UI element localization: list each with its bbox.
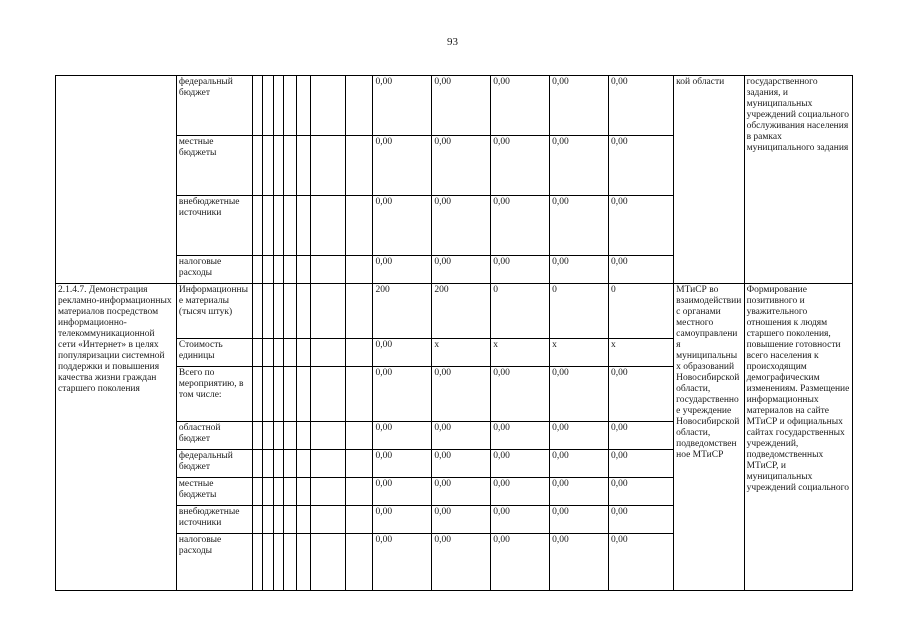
value-cell: 0,00: [491, 478, 550, 506]
blank-cell: [273, 534, 284, 591]
blank-cell: [284, 422, 297, 450]
blank-cell: [346, 367, 373, 422]
value-cell: 0,00: [608, 196, 673, 256]
value-cell: 0,00: [491, 450, 550, 478]
blank-cell: [311, 136, 346, 196]
blank-cell: [296, 196, 311, 256]
value-cell: 0,00: [491, 534, 550, 591]
funding-source-cell: Информационные материалы (тысяч штук): [176, 284, 252, 339]
blank-cell: [263, 367, 274, 422]
blank-cell: [252, 450, 263, 478]
value-cell: 0: [608, 284, 673, 339]
responsible-cell: МТиСР во взаимодействии с органами местного самоуправления муниципальных образований Новосибирской области, государственное учреждение Новосибирской области, подведомственное МТиСР: [674, 284, 744, 591]
blank-cell: [311, 450, 346, 478]
value-cell: 0: [491, 284, 550, 339]
blank-cell: [273, 76, 284, 136]
blank-cell: [284, 450, 297, 478]
blank-cell: [284, 76, 297, 136]
blank-cell: [346, 450, 373, 478]
value-cell: 0,00: [373, 534, 432, 591]
responsible-cell: кой области: [674, 76, 744, 284]
blank-cell: [311, 284, 346, 339]
blank-cell: [296, 450, 311, 478]
blank-cell: [273, 478, 284, 506]
blank-cell: [273, 256, 284, 284]
value-cell: 0,00: [608, 136, 673, 196]
value-cell: 0,00: [432, 478, 491, 506]
blank-cell: [311, 367, 346, 422]
blank-cell: [263, 76, 274, 136]
blank-cell: [273, 506, 284, 534]
value-cell: 0,00: [432, 450, 491, 478]
blank-cell: [296, 506, 311, 534]
blank-cell: [296, 534, 311, 591]
blank-cell: [273, 136, 284, 196]
value-cell: 0,00: [432, 534, 491, 591]
table-row: [56, 76, 853, 136]
blank-cell: [252, 339, 263, 367]
blank-cell: [252, 256, 263, 284]
blank-cell: [252, 196, 263, 256]
value-cell: 0,00: [491, 256, 550, 284]
activity-description-cell: [56, 76, 177, 284]
activity-description-cell: 2.1.4.7. Демонстрация рекламно-информационных материалов посредством информационно-телекоммуникационной сети «Интернет» в целях популяризации системной поддержки и повышения качества жизни граждан старшего поколения: [56, 284, 177, 591]
blank-cell: [263, 196, 274, 256]
blank-cell: [346, 534, 373, 591]
blank-cell: [263, 478, 274, 506]
value-cell: 0,00: [550, 256, 609, 284]
funding-source-cell: Всего по мероприятию, в том числе:: [176, 367, 252, 422]
blank-cell: [284, 367, 297, 422]
blank-cell: [296, 76, 311, 136]
blank-cell: [346, 478, 373, 506]
value-cell: 0,00: [491, 506, 550, 534]
blank-cell: [346, 76, 373, 136]
value-cell: 200: [432, 284, 491, 339]
value-cell: 0,00: [550, 367, 609, 422]
blank-cell: [284, 284, 297, 339]
value-cell: 0,00: [608, 506, 673, 534]
funding-source-cell: местные бюджеты: [176, 136, 252, 196]
value-cell: 0,00: [491, 76, 550, 136]
value-cell: 0,00: [550, 76, 609, 136]
blank-cell: [252, 534, 263, 591]
blank-cell: [273, 367, 284, 422]
value-cell: x: [550, 339, 609, 367]
blank-cell: [296, 422, 311, 450]
value-cell: 0,00: [491, 136, 550, 196]
blank-cell: [284, 196, 297, 256]
value-cell: 0,00: [432, 422, 491, 450]
blank-cell: [284, 534, 297, 591]
value-cell: 0,00: [491, 422, 550, 450]
blank-cell: [284, 478, 297, 506]
value-cell: 0,00: [373, 478, 432, 506]
value-cell: 0,00: [550, 136, 609, 196]
blank-cell: [252, 422, 263, 450]
value-cell: 0,00: [550, 422, 609, 450]
page-number: 93: [447, 36, 458, 48]
funding-source-cell: налоговые расходы: [176, 256, 252, 284]
blank-cell: [252, 478, 263, 506]
value-cell: 0,00: [373, 136, 432, 196]
value-cell: 0,00: [373, 506, 432, 534]
value-cell: 0,00: [373, 367, 432, 422]
value-cell: 0,00: [373, 339, 432, 367]
value-cell: 0,00: [608, 450, 673, 478]
blank-cell: [273, 450, 284, 478]
blank-cell: [263, 534, 274, 591]
funding-source-cell: местные бюджеты: [176, 478, 252, 506]
value-cell: 0,00: [373, 422, 432, 450]
value-cell: x: [432, 339, 491, 367]
blank-cell: [284, 136, 297, 196]
value-cell: 0,00: [608, 76, 673, 136]
value-cell: 0,00: [432, 196, 491, 256]
blank-cell: [296, 339, 311, 367]
blank-cell: [346, 339, 373, 367]
value-cell: 0,00: [550, 478, 609, 506]
funding-source-cell: Стоимость единицы: [176, 339, 252, 367]
blank-cell: [263, 339, 274, 367]
value-cell: 0,00: [550, 196, 609, 256]
value-cell: x: [491, 339, 550, 367]
value-cell: 0,00: [432, 367, 491, 422]
blank-cell: [273, 196, 284, 256]
value-cell: 0,00: [432, 506, 491, 534]
blank-cell: [311, 534, 346, 591]
blank-cell: [284, 256, 297, 284]
blank-cell: [252, 367, 263, 422]
value-cell: 0,00: [432, 256, 491, 284]
blank-cell: [311, 256, 346, 284]
program-activities-table: [55, 75, 853, 591]
value-cell: 0,00: [373, 256, 432, 284]
value-cell: 0,00: [373, 76, 432, 136]
blank-cell: [346, 506, 373, 534]
funding-source-cell: федеральный бюджет: [176, 450, 252, 478]
blank-cell: [311, 506, 346, 534]
value-cell: x: [608, 339, 673, 367]
funding-source-cell: федеральный бюджет: [176, 76, 252, 136]
funding-source-cell: внебюджетные источники: [176, 506, 252, 534]
value-cell: 0,00: [491, 196, 550, 256]
value-cell: 0,00: [608, 534, 673, 591]
blank-cell: [346, 256, 373, 284]
blank-cell: [284, 339, 297, 367]
blank-cell: [346, 422, 373, 450]
value-cell: 0,00: [608, 256, 673, 284]
blank-cell: [346, 196, 373, 256]
blank-cell: [296, 284, 311, 339]
funding-source-cell: налоговые расходы: [176, 534, 252, 591]
blank-cell: [296, 478, 311, 506]
blank-cell: [263, 284, 274, 339]
expected-result-cell: государственного задания, и муниципальных учреждений социального обслуживания населения в рамках муниципального задания: [744, 76, 852, 284]
value-cell: 0,00: [550, 450, 609, 478]
blank-cell: [263, 450, 274, 478]
value-cell: 0,00: [608, 478, 673, 506]
value-cell: 0,00: [432, 76, 491, 136]
blank-cell: [273, 339, 284, 367]
expected-result-cell: Формирование позитивного и уважительного отношения к людям старшего поколения, повышение готовности всего населения к происходящим демографическим изменениям. Размещение информационных материалов на сайте МТиСР и официальных сайтах государственных учреждений, подведомственных МТиСР, и муниципальных учреждений социального: [744, 284, 852, 591]
value-cell: 0,00: [608, 367, 673, 422]
blank-cell: [296, 367, 311, 422]
blank-cell: [263, 506, 274, 534]
blank-cell: [311, 339, 346, 367]
funding-source-cell: внебюджетные источники: [176, 196, 252, 256]
blank-cell: [296, 136, 311, 196]
value-cell: 0: [550, 284, 609, 339]
blank-cell: [311, 76, 346, 136]
blank-cell: [273, 422, 284, 450]
value-cell: 0,00: [608, 422, 673, 450]
blank-cell: [311, 422, 346, 450]
blank-cell: [252, 506, 263, 534]
blank-cell: [252, 136, 263, 196]
value-cell: 0,00: [491, 367, 550, 422]
blank-cell: [252, 76, 263, 136]
funding-source-cell: областной бюджет: [176, 422, 252, 450]
blank-cell: [346, 284, 373, 339]
blank-cell: [273, 284, 284, 339]
value-cell: 0,00: [373, 196, 432, 256]
blank-cell: [252, 284, 263, 339]
value-cell: 200: [373, 284, 432, 339]
value-cell: 0,00: [550, 534, 609, 591]
blank-cell: [311, 478, 346, 506]
value-cell: 0,00: [373, 450, 432, 478]
blank-cell: [296, 256, 311, 284]
blank-cell: [263, 136, 274, 196]
value-cell: 0,00: [432, 136, 491, 196]
table-row: [56, 284, 853, 339]
blank-cell: [284, 506, 297, 534]
value-cell: 0,00: [550, 506, 609, 534]
blank-cell: [346, 136, 373, 196]
blank-cell: [263, 256, 274, 284]
blank-cell: [263, 422, 274, 450]
blank-cell: [311, 196, 346, 256]
